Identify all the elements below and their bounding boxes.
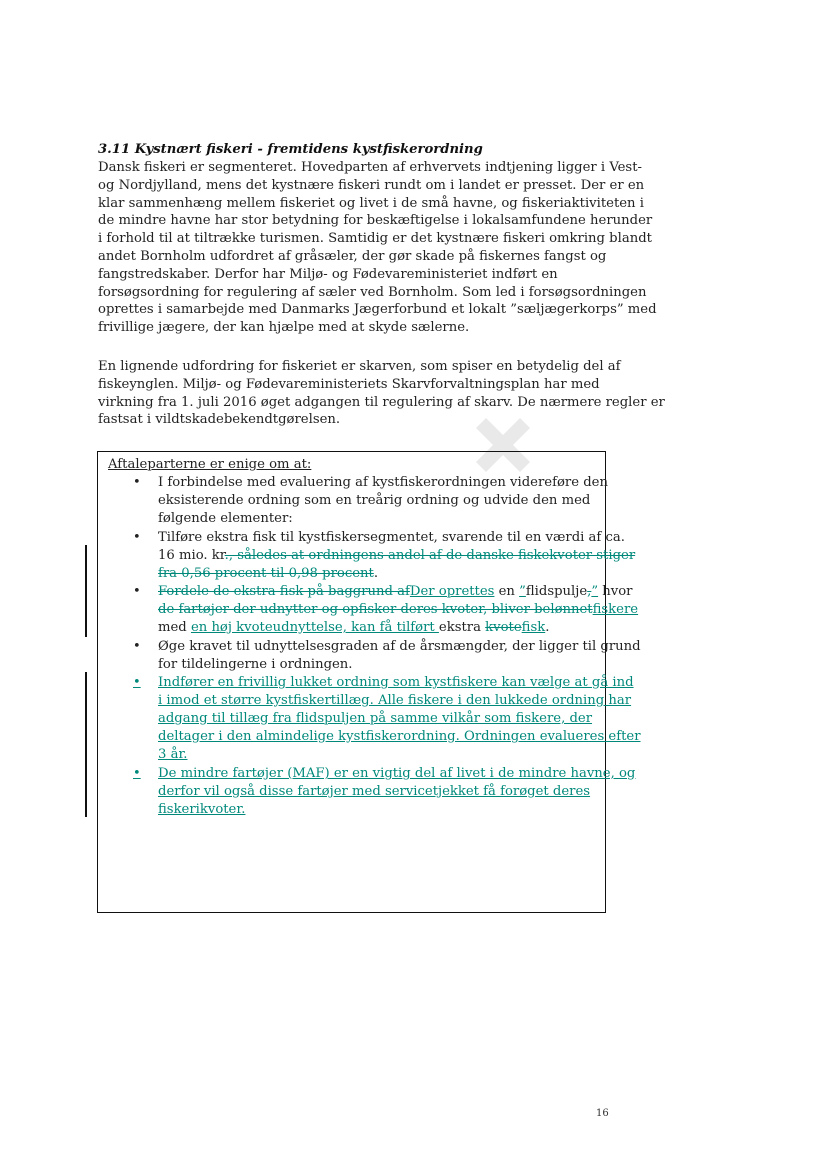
change-bar xyxy=(85,672,87,817)
bullet-line: for tildelingerne i ordningen. xyxy=(158,657,353,672)
plain-text: flidspulje xyxy=(525,584,588,599)
plain-text: med xyxy=(158,620,191,635)
bullet-line: I forbindelse med evaluering af kystfiskerordningen videreføre den xyxy=(158,475,608,490)
agreement-bullet-4 xyxy=(158,638,641,674)
section-heading: 3.11 Kystnært fiskeri - fremtidens kystfiskerordning xyxy=(98,142,483,157)
bullet-icon: • xyxy=(133,639,141,654)
bullet-icon: • xyxy=(133,675,141,690)
inserted-line: derfor vil også disse fartøjer med servicetjekket få forøget deres xyxy=(158,784,591,799)
plain-text: hvor xyxy=(598,584,633,599)
paragraph-line: i forhold til at tiltrække turismen. Samtidig er det kystnære fiskeri omkring blandt xyxy=(98,231,652,247)
bullet-line xyxy=(158,547,636,565)
agreement-bullet-5 xyxy=(158,674,641,764)
plain-text: ekstra xyxy=(438,620,486,635)
paragraph-line: fiskeynglen. Miljø- og Fødevareministeriets Skarvforvaltningsplan har med xyxy=(98,376,600,392)
paragraph-line: virkning fra 1. juli 2016 øget adgangen til regulering af skarv. De nærmere regler er xyxy=(98,394,665,410)
paragraph-line: oprettes i samarbejde med Danmarks Jægerforbund et lokalt ”sæljægerkorps” med xyxy=(98,302,657,318)
paragraph-line: fangstredskaber. Derfor har Miljø- og Fødevareministeriet indført en xyxy=(98,266,558,282)
plain-text: en xyxy=(494,584,520,599)
plain-text: . xyxy=(545,620,550,635)
inserted-text: ” xyxy=(591,584,599,599)
agreement-bullet-6 xyxy=(158,765,636,819)
inserted-line: 3 år. xyxy=(158,747,188,762)
agreement-bullet-1 xyxy=(158,474,608,528)
paragraph-line: En lignende udfordring for fiskeriet er skarven, som spiser en betydelig del af xyxy=(98,359,621,374)
deleted-text: fra 0,56 procent til 0,98 procent xyxy=(158,566,374,581)
bullet-line xyxy=(158,565,608,583)
bullet-icon: • xyxy=(133,766,141,781)
inserted-line: De mindre fartøjer (MAF) er en vigtig del af livet i de mindre havne, og xyxy=(158,766,636,781)
inserted-line: deltager i den almindelige kystfiskerordning. Ordningen evalueres efter xyxy=(158,729,641,744)
bullet-line: Tilføre ekstra fisk til kystfiskersegmentet, svarende til en værdi af ca. xyxy=(158,530,625,545)
inserted-text: ” xyxy=(519,584,526,599)
bullet-line xyxy=(158,619,608,637)
deleted-text: , xyxy=(587,584,592,599)
bullet-line: Øge kravet til udnyttelsesgraden af de årsmængder, der ligger til grund xyxy=(158,639,641,654)
inserted-text: fiskere xyxy=(592,602,639,617)
agreement-bullet-3 xyxy=(158,583,639,637)
paragraph-line: andet Bornholm udfordret af gråsæler, der gør skade på fiskernes fangst og xyxy=(98,248,607,264)
paragraph-line: de mindre havne har stor betydning for beskæftigelse i lokalsamfundene herunder xyxy=(98,213,653,229)
bullet-icon: • xyxy=(133,584,141,599)
plain-text: 16 mio. kr xyxy=(158,548,225,563)
paragraph-line: fastsat i vildtskadebekendtgørelsen. xyxy=(98,412,341,428)
deleted-text: de fartøjer der udnytter og opfisker deres kvoter, bliver belønnet xyxy=(158,602,593,617)
paragraph-line: klar sammenhæng mellem fiskeriet og livet i de små havne, og fiskeriaktiviteten i xyxy=(98,195,644,211)
bullet-icon: • xyxy=(133,475,141,490)
inserted-text: Der oprettes xyxy=(409,584,495,599)
bullet-line xyxy=(158,583,633,601)
inserted-line: fiskerikvoter. xyxy=(158,802,246,817)
inserted-text: en høj kvoteudnyttelse, kan få tilført xyxy=(190,620,439,635)
deleted-text: ., således at ordningens andel af de danske fiskekvoter stiger xyxy=(224,548,636,563)
paragraph-line: frivillige jægere, der kan hjælpe med at skyde sælerne. xyxy=(98,320,470,336)
paragraph-line: og Nordjylland, mens det kystnære fiskeri rundt om i landet er presset. Der er en xyxy=(98,177,645,193)
agreement-bullet-2 xyxy=(158,529,636,583)
deleted-text: Fordele de ekstra fisk på baggrund af xyxy=(158,584,410,599)
body-paragraph-1 xyxy=(98,159,657,337)
bullet-icon: • xyxy=(133,530,141,545)
inserted-text: fisk xyxy=(521,620,546,635)
bullet-line: eksisterende ordning som en treårig ordning og udvide den med xyxy=(158,493,591,508)
inserted-line: adgang til tillæg fra flidspuljen på samme vilkår som fiskere, der xyxy=(158,711,593,726)
page-number: 16 xyxy=(596,1108,609,1119)
deleted-text: kvote xyxy=(485,620,522,635)
change-bar xyxy=(85,545,87,637)
bullet-line: følgende elementer: xyxy=(158,511,293,526)
inserted-line: Indfører en frivillig lukket ordning som kystfiskere kan vælge at gå ind xyxy=(158,675,634,690)
inserted-line: i imod et større kystfiskertillæg. Alle fiskere i den lukkede ordning har xyxy=(158,693,632,708)
bullet-line xyxy=(158,601,639,619)
paragraph-line: Dansk fiskeri er segmenteret. Hovedparten af erhvervets indtjening ligger i Vest- xyxy=(98,160,642,175)
agreement-box-title: Aftaleparterne er enige om at: xyxy=(108,457,312,472)
paragraph-line: forsøgsordning for regulering af sæler ved Bornholm. Som led i forsøgsordningen xyxy=(98,284,647,300)
plain-text: . xyxy=(373,566,379,581)
